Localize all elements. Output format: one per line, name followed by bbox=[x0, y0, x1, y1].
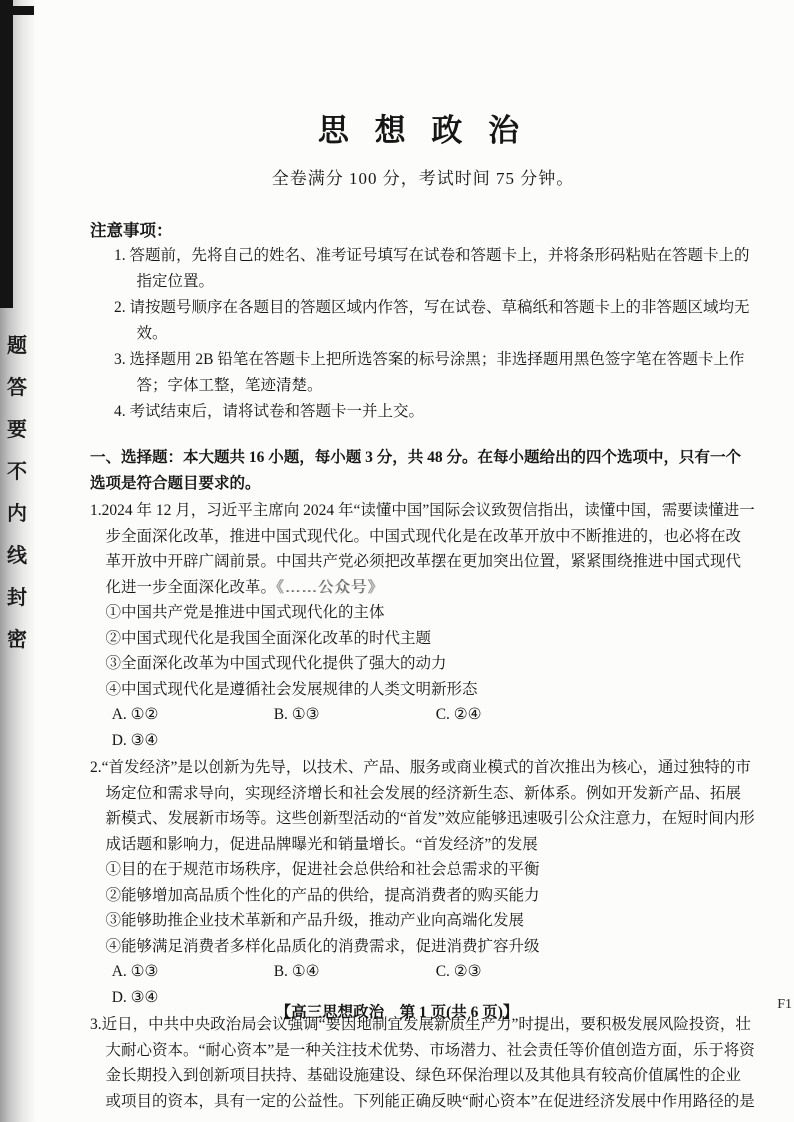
question-2-option-d: D. ③④ bbox=[111, 988, 159, 1006]
question-2-item-2: ②能够增加高品质个性化的产品的供给，提高消费者的购买能力 bbox=[105, 886, 540, 904]
binding-mark-vertical bbox=[0, 0, 13, 308]
question-2-text: “首发经济”是以创新为先导，以技术、产品、服务或商业模式的首次推出为核心，通过独特的市场定位和需求导向，实现经济增长和社会发展的经济新生态、新体系。例如开发新产品、拓展新模式、发展新市场等。这些创新型活动的“首发”效应能够迅速吸引公众注意力，在短时间内形成话题和影响力，促进品牌曝光和销量增长。“首发经济”的发展 bbox=[101, 759, 755, 853]
notice-heading: 注意事项： bbox=[90, 220, 173, 240]
question-2-item-1: ①目的在于规范市场秩序，促进社会总供给和社会总需求的平衡 bbox=[105, 861, 540, 878]
question-3-number: 3. bbox=[90, 1016, 102, 1033]
binding-mark-horizontal bbox=[0, 6, 34, 15]
question-3-text: 近日，中共中央政治局会议强调“要因地制宜发展新质生产力”时提出，要积极发展风险投资，壮大耐心资本。“耐心资本”是一种关注技术优势、市场潜力、社会责任等价值创造方面，乐于将资金长期投入到创新项目扶持、基础设施建设、绿色环保治理以及其他具有较高价值属性的企业或项目的资本，具有一定的公益性。下列能正确反映“耐心资本”在促进经济发展中作用路径的是 bbox=[101, 1016, 755, 1110]
question-1-stem bbox=[90, 498, 756, 600]
watermark-overlay: 《……公众号》 bbox=[276, 578, 384, 596]
question-2-number: 2. bbox=[90, 759, 102, 776]
exam-content bbox=[90, 112, 756, 1114]
seal-char: 线 bbox=[7, 545, 27, 567]
seal-char: 封 bbox=[7, 587, 27, 609]
question-1 bbox=[90, 498, 756, 753]
question-1-option-b: B. ①③ bbox=[273, 706, 320, 723]
question-2-option-c: C. ②③ bbox=[435, 963, 482, 980]
question-2-option-a: A. ①③ bbox=[111, 963, 159, 980]
question-1-option-c: C. ②④ bbox=[435, 706, 482, 723]
notice-item-4: 4. 考试结束后，请将试卷和答题卡一并上交。 bbox=[114, 403, 425, 420]
page-footer: 【高三思想政治 第 1 页(共 6 页)】 bbox=[275, 1004, 519, 1021]
seal-char: 题 bbox=[7, 335, 27, 357]
question-3 bbox=[90, 1012, 756, 1114]
notice-item-2: 2. 请按题号顺序在各题目的答题区域内作答，写在试卷、草稿纸和答题卡上的非答题区域均无效。 bbox=[114, 299, 750, 342]
question-2-item-4: ④能够满足消费者多样化品质化的消费需求，促进消费扩容升级 bbox=[105, 937, 540, 955]
question-2 bbox=[90, 755, 756, 1010]
question-1-options bbox=[90, 702, 756, 753]
seal-char: 要 bbox=[7, 419, 27, 441]
exam-subtitle: 全卷满分 100 分，考试时间 75 分钟。 bbox=[271, 169, 575, 188]
section-heading: 一、选择题：本大题共 16 小题，每小题 3 分，共 48 分。在每小题给出的四个选项中，只有一个选项是符合题目要求的。 bbox=[90, 449, 742, 492]
corner-code: F1 bbox=[777, 997, 792, 1012]
notice-item-3: 3. 选择题用 2B 铅笔在答题卡上把所选答案的标号涂黑；非选择题用黑色签字笔在答题卡上作答；字体工整，笔迹清楚。 bbox=[114, 351, 745, 394]
seal-char: 内 bbox=[7, 503, 27, 525]
question-1-text: 2024 年 12 月，习近平主席向 2024 年“读懂中国”国际会议致贺信指出，读懂中国，需要读懂进一步全面深化改革，推进中国式现代化。中国式现代化是在改革开放中不断推进的，也必将在改革开放中开辟广阔前景。中国共产党必须把改革摆在更加突出位置，紧紧围绕推进中国式现代化进一步全面深化改革。 bbox=[101, 502, 755, 596]
seal-char: 不 bbox=[7, 461, 27, 483]
seal-line-text bbox=[7, 336, 27, 650]
question-1-item-3: ③全面深化改革为中国式现代化提供了强大的动力 bbox=[105, 655, 447, 672]
question-1-number: 1. bbox=[90, 502, 102, 519]
notice-item-1: 1. 答题前，先将自己的姓名、准考证号填写在试卷和答题卡上，并将条形码粘贴在答题卡上的指定位置。 bbox=[114, 247, 750, 290]
question-2-item-3: ③能够助推企业技术革新和产品升级，推动产业向高端化发展 bbox=[105, 912, 525, 929]
seal-char: 答 bbox=[7, 377, 27, 399]
question-2-option-b: B. ①④ bbox=[273, 963, 320, 980]
question-1-item-1: ①中国共产党是推进中国式现代化的主体 bbox=[105, 604, 385, 621]
question-2-stem bbox=[90, 755, 756, 857]
page-title: 思 想 政 治 bbox=[317, 113, 529, 148]
question-1-item-4: ④中国式现代化是遵循社会发展规律的人类文明新形态 bbox=[105, 680, 478, 698]
seal-char: 密 bbox=[7, 629, 27, 651]
question-1-option-d: D. ③④ bbox=[111, 731, 159, 749]
question-1-option-a: A. ①② bbox=[111, 706, 159, 723]
question-3-stem bbox=[90, 1012, 756, 1114]
question-1-item-2: ②中国式现代化是我国全面深化改革的时代主题 bbox=[105, 629, 432, 647]
